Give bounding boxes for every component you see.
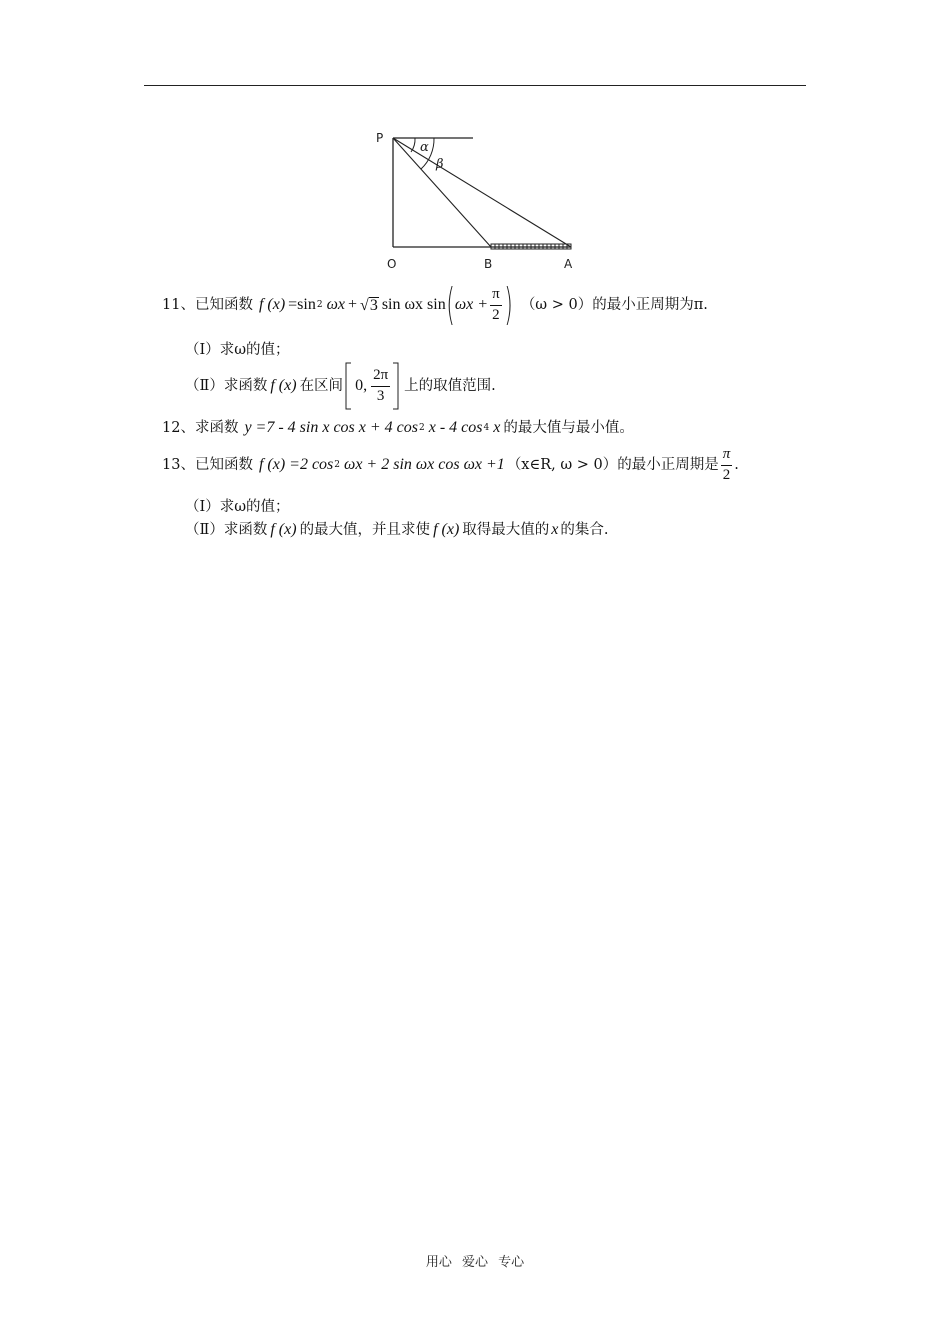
q12-exp-4: 4 bbox=[483, 422, 490, 433]
question-13-part-2 bbox=[185, 522, 608, 538]
q11-wx-plus: ωx + bbox=[454, 296, 489, 313]
q11-wx: ωx bbox=[326, 296, 345, 313]
interval-denominator: 3 bbox=[376, 387, 385, 404]
right-paren-icon: ) bbox=[503, 279, 513, 330]
q13-part2-pre: （Ⅱ）求函数 bbox=[185, 521, 268, 538]
question-13 bbox=[162, 447, 739, 484]
question-11-part-1 bbox=[185, 343, 290, 358]
q11-part1-text: （Ⅰ）求ω的值； bbox=[185, 342, 290, 358]
interval-numerator: 2π bbox=[371, 368, 390, 387]
q13-part2-post: 的集合. bbox=[560, 521, 609, 538]
q11-number: 11、已知函数 bbox=[162, 296, 253, 313]
question-13-part-1 bbox=[185, 500, 290, 515]
q13-number: 13、已知函数 bbox=[162, 457, 253, 473]
q13-expr-1: f (x) =2 cos bbox=[258, 456, 334, 474]
interval-fraction bbox=[371, 368, 390, 405]
left-paren-icon: ( bbox=[445, 279, 455, 330]
page-footer: 用心 爱心 专心 bbox=[425, 1255, 525, 1270]
line-PB bbox=[393, 138, 491, 247]
q13-two: 2 bbox=[722, 466, 731, 483]
q11-fx: f (x) bbox=[258, 296, 286, 313]
q13-part2-fx2: f (x) bbox=[433, 521, 460, 538]
q12-exp-2: 2 bbox=[419, 422, 425, 433]
q11-condition: （ω > 0）的最小正周期为π. bbox=[520, 296, 708, 313]
q12-number: 12、求函数 bbox=[162, 419, 239, 436]
question-12 bbox=[162, 420, 634, 436]
q12-expr-1: y =7 - 4 sin x cos x + 4 cos bbox=[244, 419, 419, 436]
question-11-part-2 bbox=[185, 362, 496, 410]
q11-two: 2 bbox=[492, 306, 500, 323]
q13-part2-mid2: 取得最大值的 bbox=[462, 521, 550, 538]
q13-part2-mid: 的最大值，并且求使 bbox=[299, 521, 431, 538]
label-B: B bbox=[484, 257, 493, 271]
q13-part1-text: （Ⅰ）求ω的值； bbox=[185, 499, 290, 515]
q11-pi-over-2 bbox=[490, 287, 502, 324]
q11-sin-wx-sin: sin ωx sin bbox=[381, 296, 446, 313]
q11-square: 2 bbox=[316, 299, 323, 310]
q12-expr-2: x - 4 cos bbox=[428, 419, 483, 436]
label-O: O bbox=[387, 257, 397, 271]
q11-sqrt-value: 3 bbox=[369, 296, 378, 314]
left-bracket-icon bbox=[344, 362, 352, 410]
question-11 bbox=[162, 279, 708, 330]
q13-expr-2: ωx + 2 sin ωx cos ωx +1 bbox=[344, 456, 505, 474]
q13-exp-2: 2 bbox=[334, 459, 341, 470]
sqrt-icon: √ bbox=[360, 296, 369, 314]
q11-part2-post: 上的取值范围. bbox=[404, 377, 496, 394]
interval-zero: 0, bbox=[355, 377, 368, 394]
q11-part2-pre: （Ⅱ）求函数 bbox=[185, 377, 268, 394]
q13-pi: π bbox=[721, 447, 733, 466]
label-P: P bbox=[376, 131, 384, 145]
q13-condition: （x∈R, ω > 0）的最小正周期是 bbox=[506, 457, 719, 473]
q12-post: 的最大值与最小值。 bbox=[503, 419, 634, 436]
geometry-figure bbox=[368, 126, 588, 276]
q13-dot: . bbox=[734, 457, 739, 473]
label-alpha: α bbox=[420, 140, 429, 155]
right-bracket-icon bbox=[392, 362, 400, 410]
header-rule bbox=[144, 85, 806, 86]
q11-part2-fx: f (x) bbox=[270, 377, 297, 394]
q13-part2-fx: f (x) bbox=[270, 521, 297, 538]
q11-eq: =sin bbox=[288, 296, 316, 313]
q11-pi: π bbox=[490, 287, 502, 306]
interval-bracket bbox=[344, 362, 400, 410]
q11-sqrt3 bbox=[360, 297, 379, 314]
q13-part2-x: x bbox=[551, 521, 559, 538]
label-A: A bbox=[564, 257, 573, 271]
q11-plus: + bbox=[348, 296, 358, 313]
q12-expr-3: x bbox=[493, 419, 501, 436]
q13-pi-over-2 bbox=[721, 447, 733, 484]
label-beta: β bbox=[436, 157, 444, 172]
q11-part2-mid: 在区间 bbox=[299, 377, 344, 394]
